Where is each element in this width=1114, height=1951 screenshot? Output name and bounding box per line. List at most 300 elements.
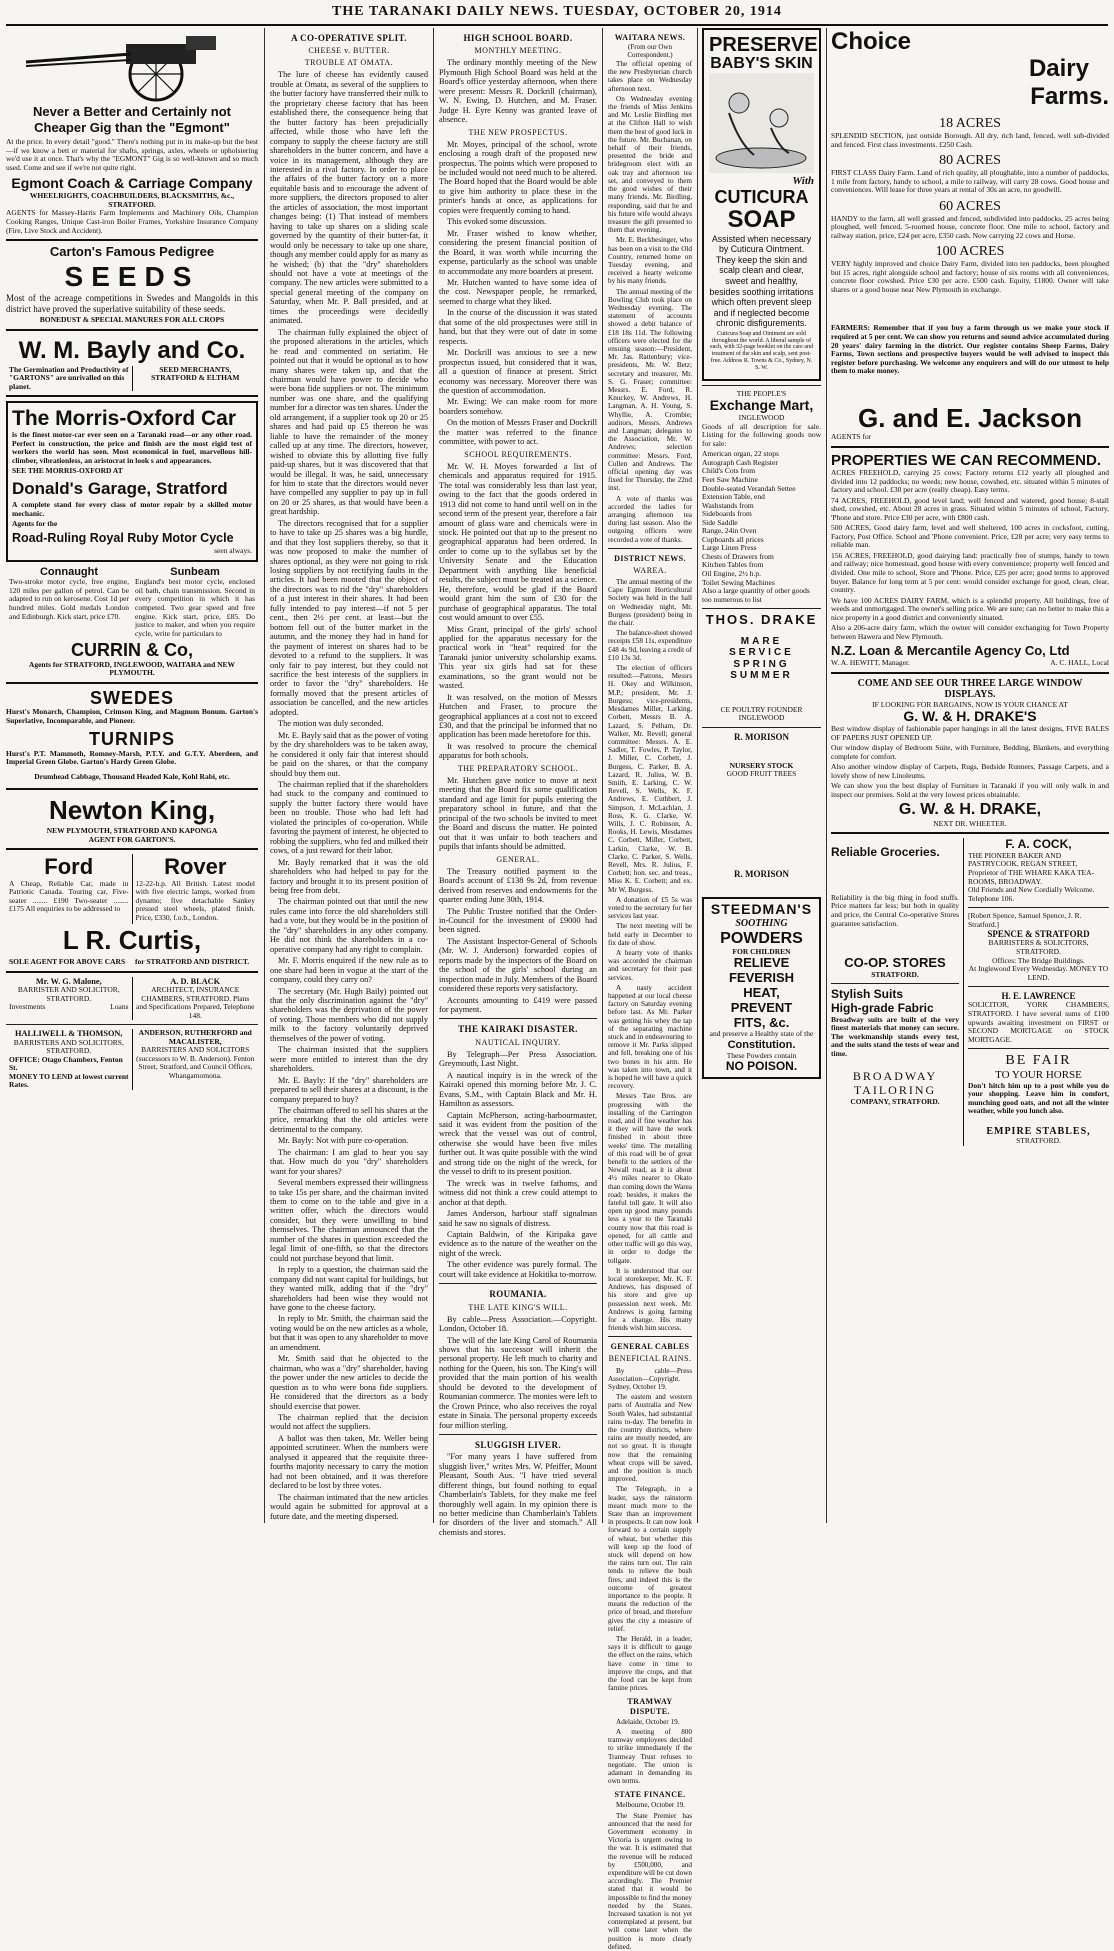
- newton-agent: AGENT FOR GARTON'S.: [88, 834, 176, 844]
- farmers-note: FARMERS: Remember that if you buy a farm through us we make your stock if required at 5 per cent. We can show you returns and sound advice accumulated during 20 years' dairy farming in the district. Our register contains Sheep Farms, Dairy Farms, Town sections and prospective buyers would be well advised to inspect this register before purchasing. We welcome any enquirers and will do our utmost to help them to make money.: [831, 323, 1109, 376]
- bayly-right-2: STRATFORD & ELTHAM: [151, 373, 240, 383]
- service-title: SERVICE: [729, 647, 794, 659]
- lawrence-body: SOLICITOR, YORK CHAMBERS, STRATFORD. I have several sums of £100 upwards awaiting investment on FIRST or SECOND MORTGAGE on STOCK MORTGAGE.: [968, 1000, 1109, 1044]
- paragraph: Mr. Hutchen wanted to have some idea of the cost. Newspaper people, he remarked, seemed to charge what they liked.: [439, 277, 597, 306]
- gig-cart-icon: [6, 32, 258, 102]
- paragraph: On Wednesday evening the friends of Miss Jenkins and Mr. Leslie Birdling met at the Clifton Hall to wish them the best of good luck in the future. Mr. Buchanan, on behalf of their friends, presented the bride and bridegroom elect with an oak tray and afternoon tea set, and conveyed to them the good wishes of their many friends. Mr. Birdling, responding, said that he and his future wife would always treasure the gift presented to them that evening.: [608, 94, 692, 235]
- nzloan-sub-2: A. C. HALL, Local: [1050, 658, 1109, 668]
- halliwell-name: HALLIWELL & THOMSON,: [15, 1029, 123, 1039]
- exchange-title: Exchange Mart,: [709, 397, 814, 414]
- orders-line: Old Friends and New Cordially Welcome. Telephone 106.: [968, 885, 1095, 903]
- black-name: A. D. BLACK: [170, 976, 221, 986]
- divider: [439, 1018, 597, 1019]
- goods-item: Large Linen Press: [702, 543, 757, 553]
- property-6: Also a 206-acre dairy farm, which the owner will consider exchanging for Town Property between Hawera and New Plymouth.: [831, 623, 1109, 641]
- swedes-body: Hurst's Monarch, Champion, Crimson King, and Magnum Bonum. Garton's Superlative, Incomparable, and Pioneer.: [6, 707, 258, 725]
- divider: [6, 848, 258, 850]
- peoples: THE PEOPLE'S: [736, 388, 787, 398]
- bottom-left-ads: [831, 838, 963, 1146]
- cuticura-body: Assisted when necessary by Cuticura Ointment. They keep the skin and scalp clean and clear, sweet and healthy, besides soothing irritations which often prevent sleep and if neglected become chronic disfigurements.: [709, 233, 814, 329]
- paragraph: Captain Baldwin, of the Kiripaka gave evidence as to the nature of the weather on the night of the wreck.: [439, 1230, 597, 1258]
- paragraph: In the course of the discussion it was stated that some of the old prospectuses were still in hand, but that they were out of date in some respects.: [439, 308, 597, 346]
- anderson-name: ANDERSON, RUTHERFORD and MACALISTER,: [138, 1028, 252, 1046]
- paragraph: By Telegraph—Per Press Association. Greymouth, Last Night.: [439, 1049, 597, 1069]
- paragraph: The election of officers resulted:—Patrons, Messrs H. Okey and Wilkinson, M.P.; president, Mr. J. Burgess; vice-presidents, Mesdames Miller, Larking, Corbett, Messrs B. A. Lazard, S. Pelham, Dr. Walker, Mr. Revell; general committee: Messrs. A. E. Sadler, T. Fowles, P. Taylor, J. Miller, C. Corbett, J. Burgess, C. Parker, B. A. Lazard, R. Julius, W. B. Smith, E. Larking, C. W. Revell, S. Wells, K. F. Andrews, E. Cuthbert, J. Simpson, J. McLachlan, J. Ross, K. G. Clarke, W. Wills, J. C. Robinson, A. Rooks, H. Lewis, Mesdames C. Corbett, Miller, Corbett, Larkin, Clarke, W. B. Clarke, C. Parker, S. Wells, Revell, Mrs. R. Julius, F. Corbett; hon. sec. and treas., Miss K. E. Corbett; and ex. Mr W. Burgess.: [608, 664, 692, 894]
- paragraph: Mr. F. Morris enquired if the new rule as to one share had been in vogue at the start of the company, could they carry on?: [270, 956, 428, 985]
- paragraph: A meeting of 800 tramway employees decided to strike immediately if the Tramway Trust refuses to negotiate. The union is adamant in demanding its own terms.: [608, 1727, 692, 1786]
- divider: [831, 832, 1109, 834]
- turnips-body: Hurst's P.T. Mammoth, Romney-Marsh, P.T.Y. and G.T.Y. Aberdeen, and Imperial Green Globe. Garton's Hardy Green Globe.: [6, 748, 258, 767]
- gig-headline: Never a Better and Certainly not: [33, 104, 231, 119]
- paragraph: A donation of £5 5s was voted to the secretary for her services last year.: [608, 895, 692, 921]
- drake-body-1: Best window display of fashionable paper hangings in all the latest designs, FIVE BALES OF PAPERS JUST OPENED UP.: [831, 724, 1109, 742]
- pioneer-line: THE PIONEER BAKER AND PASTRYCOOK, REGAN STREET,: [968, 850, 1078, 869]
- bayly-right: [132, 366, 259, 392]
- paragraph: In reply to a question, the chairman said the company did not want capital for buildings, but they wanted milk, adding that if the "dry" shareholders had been wise they would not have gone to the cheese factory.: [270, 1265, 428, 1313]
- source-line: (From our Own Correspondent.): [627, 43, 673, 60]
- column-rule: [602, 28, 603, 1523]
- malone-loans: Loans: [110, 1002, 129, 1012]
- article-subtitle: BENEFICIAL RAINS.: [608, 1354, 692, 1364]
- paragraph: The State Premier has announced that the need for Government economy in Victoria is urgent owing to the war. It is estimated that the revenue will be reduced by £500,000, and expenditure will be cut down accordingly. The Premier stated that it would be impossible to find the money needed by the States. Increased taxation is not yet contemplated at present, but will come later when the position is more clearly defined.: [608, 1811, 692, 1951]
- curtis-sub-row: [6, 958, 258, 967]
- soap-title: SOAP: [727, 206, 796, 234]
- paragraph: The official opening of the new Presbyterian church takes place on Wednesday afternoon next.: [608, 60, 692, 93]
- paragraph: Mr. Fraser wished to know whether, considering the present financial position of the Board, it was worth while incurring the expense, particularly as the school was unable to accommodate any more boarders at present.: [439, 228, 597, 276]
- paragraph: Mr. Bayly remarked that it was the old shareholders who had helped to pay for the factory and brought it to its present position of being free from debt.: [270, 857, 428, 895]
- paragraph: The other evidence was purely formal. The court will take evidence at Hokitika to-morrow.: [439, 1260, 597, 1279]
- goods-item: Extension Table, end: [702, 492, 765, 502]
- empire-title: EMPIRE STABLES,: [986, 1125, 1091, 1137]
- newton-sub: NEW PLYMOUTH, STRATFORD AND KAPONGA: [46, 826, 218, 836]
- divider: [6, 239, 258, 241]
- paragraph: The Herald, in a leader, says it is difficult to gauge the effect on the rains, which have come in time to improve the crops, and that the food can be kept from famine prices.: [608, 1635, 692, 1693]
- article-title: ROUMANIA.: [489, 1289, 547, 1300]
- fits: FITS, &c.: [733, 1014, 790, 1030]
- paragraph: Mr. Hutchen gave notice to move at next meeting that the Board fix some qualification standard and age limit for pupils entering the preparatory school in future, and that the principal of the two schools be invited to meet the Board and discuss the matter. He pointed out that it was unfair to both teachers and pupils that infants should be admitted.: [439, 775, 597, 852]
- article-subtitle: THE PREPARATORY SCHOOL.: [457, 763, 579, 773]
- next-to: NEXT DR. WHEETER.: [933, 818, 1007, 828]
- baby-bath-illustration-icon: [709, 73, 814, 173]
- paragraph: Mr. Dockrill was anxious to see a new prospectus issued, but considered that it was, all a question of finance at present. Strict economy was necessary. Moreover there was the question of accommodation.: [439, 348, 597, 395]
- broadway-title: BROADWAY: [852, 1069, 938, 1084]
- swedes-title: SWEDES: [89, 687, 174, 708]
- rover-title: Rover: [164, 854, 227, 880]
- reliable-title: Reliable Groceries.: [831, 845, 940, 860]
- ruby-note: seen always.: [214, 546, 252, 556]
- property-1: ACRES FREEHOLD, carrying 25 cows; Factory returns £12 yearly all ploughed and divided into 12 paddocks; no weeds; new house, cowshed, etc. situated within 5 minutes of factory and school. £30 per acre (really cheap). Easy terms.: [831, 468, 1109, 495]
- goods-item: Washstands from: [702, 500, 754, 510]
- these-powders: These Powders contain: [726, 1050, 797, 1060]
- paragraph: Adelaide, October 19.: [616, 1717, 680, 1726]
- farms-title: Farms.: [1030, 82, 1109, 110]
- paragraph: Mr. E. Bayly: If the "dry" shareholders are prepared to sell their shares at a discount, is the company prepared to buy?: [270, 1075, 428, 1104]
- acres-18: 18 ACRES: [939, 116, 1001, 132]
- paragraph: The chairman insisted that the suppliers were more entitled to interest than the dry shareholders.: [270, 1045, 428, 1074]
- anderson-body: BARRISTERS AND SOLICITORS (successors to W. B. Anderson). Fenton Street, Stratford, and Council Offices, Whangamomona.: [136, 1045, 255, 1080]
- paragraph: On the motion of Messrs Fraser and Dockrill the matter was referred to the finance committee, with power to act.: [439, 418, 597, 447]
- sunbeam-body: England's best motor cycle, enclosed oil bath, chain transmission. Second in every competition in which it has competed. Two gear speed and free engine. Kick start, price, £85. Do justice to maker, and when you require cycle, write for particulars to: [135, 577, 255, 638]
- paragraph: Mr. Smith said that he objected to the chairman, who was a "dry" shareholder, having the power under the new articles to decide the question as to who were bona fide suppliers. He considered that the directors as a body should exercise that power.: [270, 1354, 428, 1411]
- gig-body: At the price. In every detail "good." There's nothing put in its make-up but the best—if we know a bett er material for shafts, springs, axles, wheels or upholstering we'd use it at once. That's why the "EGMONT" Gig is so well-known and so much used. Come and see if we're not quite right.: [6, 137, 258, 172]
- paragraph: The annual meeting of the Cape Egmont Horticultural Society was held in the hall on Wednesday night, Mr. Burgess (president) being in the chair.: [608, 578, 692, 628]
- divider: [831, 672, 1109, 674]
- facoc-title: F. A. COCK,: [1005, 837, 1072, 852]
- drake-title: THOS. DRAKE: [705, 612, 818, 628]
- malone-row: [9, 1003, 129, 1012]
- malone-name: Mr. W. G. Malone,: [35, 976, 102, 986]
- spence-title: SPENCE & STRATFORD: [987, 929, 1090, 940]
- paragraph: It is understood that our local storekeeper, Mr. K. F. Andrews, has disposed of his store and give up possession next week. Mr. Andrews is going farming for a change. His many friends wish him success.: [608, 1266, 692, 1333]
- paragraph: Miss Grant, principal of the girls' school applied for the apparatus necessary for the practical work in "heat" required for the Taranaki junior university scholarship exams. This year six girls had sat for these examinations, so the grant would not be wasted.: [439, 624, 597, 691]
- paragraph: The Public Trustee notified that the Order-in-Council for the investment of £9000 had been signed.: [439, 906, 597, 935]
- gig-headline-2: Cheaper Gig than the "Egmont": [34, 119, 230, 135]
- paragraph: The Treasury notified payment to the Board's account of £138 9s 2d, from revenue derived from reserves and endowments for the quarter ending June 30th, 1914.: [439, 866, 597, 905]
- divider: [968, 907, 1109, 908]
- halliwell-card: [6, 1029, 132, 1090]
- paragraph: The motion was duly seconded.: [278, 719, 384, 729]
- divider: [6, 682, 258, 684]
- agents-for: Agents for the: [12, 519, 58, 529]
- paragraph: Mr. E. Beckbesinger, who has been on a visit to the Old Country, returned home on Tuesday evening, and received a hearty welcome by his many friends.: [608, 236, 692, 286]
- article-title: WAITARA NEWS.: [614, 33, 686, 42]
- goods-item: Feet Saw Machine: [702, 474, 758, 484]
- currin-agents: Agents for STRATFORD, INGLEWOOD, WAITARA and NEW PLYMOUTH.: [28, 659, 236, 678]
- paragraph: The chairman fully explained the object of the proposed alterations in the articles, which he read and commented on seriatim. He pointed out that it would be optional as to how many shares were taken up, and that the chairman would have power to decide who were bona fide suppliers or not. The minimum number was one share, and the qualifying number for a director was ten shares. Under the old arrangement, if a supplier took up 20 or 25 shares and had paid up £5 thereon he was liable to have the remainder of the money called up at any time. The directors, however, wished to obviate this by allotting five fully paid-up shares, but it was discovered that that would be illegal. It was, he said, unnecessary for him to state that the directors would never have compelled any supplier to pay up in full on 20 or 25 shares, as that would have been a great hardship.: [270, 327, 428, 517]
- ford-title: Ford: [44, 854, 94, 880]
- steedmans-ad: [702, 897, 821, 1078]
- goods-item: Side Saddle: [702, 517, 738, 527]
- paragraph: Mr. Ewing: We can make room for more boarders somehow.: [439, 397, 597, 416]
- ford-body: A Cheap, Reliable Car, made in Patriotic Canada. Touring car, Five-seater ........ £190 Two-seater ........ £175 All enquiries to be addressed to: [9, 878, 129, 914]
- tearooms-line: Proprietor of THE WHARE KAKA TEA-ROOMS, BROADWAY.: [968, 867, 1095, 886]
- divider: [439, 1283, 597, 1284]
- goods-item: Oil Engine, 2½ h.p.: [702, 569, 761, 578]
- donald-body: A complete stand for every class of motor repair by a skilled motor mechanic.: [12, 500, 252, 518]
- divider: [702, 608, 821, 609]
- lawrence-title: H. E. LAWRENCE: [1001, 991, 1076, 1002]
- paragraph: This evoked some discussion.: [447, 217, 547, 227]
- property-2: 74 ACRES, FREEHOLD, good level land; well fenced and watered, good house; 8-stall shed, cowshed, etc. About 28 acres in grass. Situated within 5 minutes of school, Factory, 'Phone and store. Price £30 per acre, with £800 cash.: [831, 495, 1109, 522]
- column-1-ads: [6, 28, 258, 1523]
- currin-title: CURRIN & Co,: [71, 640, 193, 661]
- paragraph: By cable—Press Association—Copyright. Sydney, October 19.: [608, 1366, 692, 1391]
- connaught-body: Two-stroke motor cycle, free engine, 120 miles per gallon of petrol. Can be adapted to run on kerosene. Cost 1d per hundred miles. Gold medals London and Edinburgh. Kick start, price £70.: [9, 577, 129, 621]
- goods-item: Range, 24in Oven: [702, 526, 757, 536]
- divider: [831, 446, 1109, 448]
- stylish-body: Broadway suits are built of the very finest materials that money can secure. The workmanship stands every test, and the suits stand the tests of wear and time.: [831, 1014, 959, 1058]
- paragraph: A ballot was then taken, Mr. Weller being appointed scrutineer. When the numbers were analysed it appeared that the requisite three-fourths majority necessary to carry the motion had not been obtained, and it was therefore declared to be lost by three votes.: [270, 1433, 428, 1491]
- gw-drake-title-2: G. W. & H. DRAKE,: [898, 801, 1042, 819]
- nzloan-title: N.Z. Loan & Mercantile Agency Co, Ltd: [831, 643, 1070, 659]
- goods-item: Kitchen Tables from: [702, 560, 764, 570]
- paragraph: The chairman pointed out that until the new rules came into force the old shareholders still had a vote, but they would be in the position of the "dry" shareholders in any other company. He did not think the shareholders in a co-operative company had any right to complain.: [270, 897, 428, 954]
- nzloan-sub: W. A. HEWITT, Manager.: [831, 658, 910, 668]
- fruit: GOOD FRUIT TREES: [726, 769, 797, 779]
- paragraph: Several members expressed their willingness to take 15s per share, and the chairman invited them to come on to the table and give in a written offer, which the directors would consider, but they were unwilling to bind themselves. The chairman announced that the number of the shares in question exceeded the legal limit of one-fifth, so that the directors could not purchase beyond that limit.: [270, 1178, 428, 1263]
- paragraph: A nasty accident happened at our local cheese factory on Saturday evening before last. As Mr. Parker was getting his whey the tap of the separating machine stuck and in endeavouring to remove it Mr. Parks slipped and fell, breaking one of his two bones in his arm. He was taken into town, and it is hoped he will have a quick recovery.: [608, 983, 692, 1091]
- paragraph: Messrs Tate Bros. are progressing with the installing of the Carrington road, and if fine weather has it they will have the work finished in about three weeks' time. The metalling of this road will be of great benefit to the settlers of the Newall road, as it is about 4½ miles nearer to Okato than coming down the Warea road; besides, it makes the fateful toll gate. It will also open up good many pounds less a year to the Taranaki county now that this road is opened, for all cattle and other traffic will go this way, in order to dodge the tollgate.: [608, 1092, 692, 1265]
- mare-title: MARE: [740, 636, 783, 647]
- paragraph: The eastern and western parts of Australia and New South Wales, had substantial rains to-day. The benefits in the country districts, where rains are mostly needed, are not so great. It is thought now that the remaining wheat crops will be saved, and the position is much improved.: [608, 1393, 692, 1484]
- black-card: [132, 977, 259, 1021]
- curtis-loc: for STRATFORD AND DISTRICT.: [135, 957, 250, 967]
- preserve-2: and preserve a Healthy state of the: [709, 1029, 814, 1039]
- goods-item: Sideboards from: [702, 509, 752, 519]
- article-subtitle: THE LATE KING'S WILL.: [468, 1302, 568, 1312]
- divider: [702, 727, 821, 728]
- windows-title: COME AND SEE OUR THREE LARGE WINDOW DISPLAYS.: [857, 677, 1083, 701]
- tailoring-title: TAILORING: [853, 1083, 937, 1098]
- acres-80-body: FIRST CLASS Dairy Farm. Land of rich quality, all ploughable, into a number of paddocks, 1 mile from factory, handy to school, a mile to railway, will carry 28 cows. Good house and conveniences. Will lease for three years at rental of 30s an acre, no goodwill.: [831, 168, 1109, 195]
- article-title: DISTRICT NEWS.: [614, 553, 686, 563]
- heat: HEAT,: [743, 985, 780, 1000]
- black-body: ARCHITECT, INSURANCE CHAMBERS, STRATFORD. Plans and Specifications Prepared, Telephone 148.: [136, 985, 255, 1020]
- relieve: RELIEVE: [733, 955, 790, 971]
- reliable-body: Reliability is the big thing in food stuffs. Price matters far less; but both in quality and price, the Central Co-operative Stores guarantee satisfaction.: [831, 892, 959, 928]
- paragraph: Mr. Bayly: Not with pure co-operation.: [278, 1136, 409, 1146]
- morison-title: R. MORISON: [733, 731, 789, 742]
- bottom-ads: [831, 838, 1109, 1146]
- empire-loc: STRATFORD.: [1016, 1136, 1061, 1146]
- drake-body-2: Our window display of Bedroom Suite, with Furniture, Bedding, Blankets, and everything complete for comfort.: [831, 743, 1109, 761]
- morris-ad: [6, 401, 258, 561]
- article-title: A CO-OPERATIVE SPLIT.: [291, 33, 407, 43]
- cuticura-ad: [702, 28, 821, 381]
- paragraph: The chairman offered to sell his shares at the price, remarking that the old articles were detrimental to the company.: [270, 1105, 428, 1134]
- paragraph: The lure of cheese has evidently caused trouble at Omata, as several of the suppliers to the butter factory have transferred their milk to the proprietary cheese factory that has been established there, the consequence being that the butter factory has been prejudicially affected, while those who have left the company to supply the cheese factory are still shareholders in the butter concern, and have a voice in its management, although they are interested in a rival factory. In order to place the affairs of the butter factory on a more equitable basis and to encourage the advent of more suppliers, the directors proposed to alter the articles of association, the most important changes being: (1) That instead of members having to take up shares on a sliding scale governed by the quantity of their butter-fat, it would only be necessary to take up one share, though any member could apply for as many as he wished; (b) that the "dry" shareholders should not have a vote at meetings of the company. The new articles were submitted to a special general meeting of the company on Saturday, when Mr. P. Ball presided, and at times the proceedings were decidedly animated.: [270, 70, 428, 326]
- paragraph: Mr. Moyes, principal of the school, wrote enclosing a rough draft of the proposed new prospectus. The points which were proposed to be included would not need much to be altered. The Board hoped that the Board would be able to give him authority to place these in the printer's hands at once, as applications for copies were frequently coming to hand.: [439, 139, 597, 215]
- acres-100: 100 ACRES: [935, 244, 1005, 260]
- with-label: With: [792, 175, 814, 188]
- article-subtitle: NAUTICAL INQUIRY.: [475, 1037, 561, 1047]
- morison-title-2: R. MORISON: [733, 869, 789, 879]
- halliwell-body: BARRISTERS AND SOLICITORS, STRATFORD.: [13, 1037, 124, 1056]
- spence-line-4: STRATFORD.: [1016, 947, 1061, 957]
- cuticura-title: CUTICURA: [714, 186, 809, 207]
- goods-item: Autograph Cash Register: [702, 457, 778, 467]
- drake-body-4: We can show you the best display of Furniture in Taranaki if you will only walk in and inspect our premises. Sold at the very lowest prices obtainable.: [831, 781, 1109, 799]
- inglewood: INGLEWOOD: [738, 413, 785, 423]
- gw-drake-title: G. W. & H. DRAKE'S: [903, 708, 1037, 725]
- company-line: COMPANY, STRATFORD.: [850, 1096, 940, 1106]
- property-5: We have 100 ACRES DAIRY FARM, which is a splendid property. All buildings, free of weeds and unmortgaged. The owner's selling price. We are sure; can no better to make this a nice property in a good district and conveniently situated.: [831, 595, 1109, 622]
- article-title: SLUGGISH LIVER.: [474, 1440, 562, 1451]
- morris-body: is the finest motor-car ever seen on a Taranaki road—or any other road. Perfect in construction, the price and finish are the most rigid test of workers the world has seen. Most economical in fuel, marvellous hill-climber, vibrationless, an aristocrat in look s and appearances.: [12, 430, 252, 465]
- divider: [6, 788, 258, 790]
- column-rule: [826, 28, 827, 1523]
- seeds-body: Most of the acreage competitions in Swedes and Mangolds in this district have proved the superlative suitability of these seeds.: [6, 293, 258, 314]
- malone-body: BARRISTER AND SOLICITOR, STRATFORD.: [17, 985, 120, 1003]
- article-title: GENERAL CABLES: [610, 1342, 690, 1352]
- paragraph: The wreck was in twelve fathoms, and witness did not think a crew could attempt to anchor at that depth.: [439, 1178, 597, 1207]
- drumhead: Drumhead Cabbage, Thousand Headed Kale, Kohl Rabi, etc.: [34, 772, 230, 782]
- article-title: STATE FINANCE.: [614, 1790, 686, 1800]
- article-subtitle: SCHOOL REQUIREMENTS.: [464, 449, 572, 459]
- article-subtitle: THE NEW PROSPECTUS.: [468, 127, 568, 137]
- dairy-title: Dairy: [1028, 55, 1089, 83]
- article-subtitle: WAREA.: [633, 565, 667, 575]
- babys-skin-title: BABY'S SKIN: [710, 55, 813, 72]
- column-rule: [264, 28, 265, 1523]
- acres-60: 60 ACRES: [939, 198, 1001, 214]
- column-rule: [697, 28, 698, 1523]
- goods-item: Double-seated Verandah Settee: [702, 483, 796, 493]
- goods-item: Child's Cots from: [702, 466, 756, 476]
- article-subtitle: CHEESE v. BUTTER.: [308, 46, 390, 56]
- article-body: [270, 70, 428, 1521]
- paragraph: The chairman: I am glad to hear you say that. How much do you "dry" shareholders want for your shares?: [270, 1147, 428, 1176]
- constitution: Constitution.: [727, 1038, 796, 1051]
- paragraph: The chairman intimated that the new articles would again be submitted for approval at a future date, and the meeting dispersed.: [270, 1492, 428, 1521]
- bottom-right-ads: [963, 838, 1109, 1146]
- connaught-title: Connaught: [39, 565, 99, 578]
- soothing: SOOTHING: [735, 918, 788, 930]
- morris-see: SEE THE MORRIS-OXFORD AT: [12, 466, 123, 476]
- summer-title: SUMMER: [730, 670, 793, 682]
- steedmans-title: STEEDMAN'S: [710, 901, 813, 918]
- paragraph: Mr. E. Bayly said that as the power of voting by the dry shareholders was to be taken away, he considered it only fair that interest should be paid on the shares, or that the company should buy them out.: [270, 730, 428, 778]
- halliwell-money: MONEY TO LEND at lowest current Rates.: [9, 1071, 129, 1090]
- donald-title: Donald's Garage, Stratford: [12, 479, 228, 499]
- highgrade-title: High-grade Fabric: [831, 1001, 934, 1016]
- anderson-card: [132, 1029, 259, 1090]
- paragraph: The chairman replied that the decision would not affect the suppliers.: [270, 1413, 428, 1432]
- article-subtitle: TROUBLE AT OMATA.: [304, 58, 394, 68]
- paragraph: "For many years I have suffered from sluggish liver," writes Mrs. W. Pfeiffer, Mount Pleasant, South Aus. "I have tried several different things, but found nothing to equal Chamberlain's Tablets, for they make me feel thoroughly well again. In my opinion there is no better medicine than Chamberlain's Tablets for disorders of the liver and stomach." All chemists and stores.: [439, 1452, 597, 1537]
- befair-title: BE FAIR: [1005, 1053, 1072, 1069]
- property-3: 500 ACRES, Good dairy farm, level and well sheltered, 100 acres in cocksfoot, cutting, Factory, Post Office. School and 'Phone convenient. Price, £28 per acre; very easy terms to reliable man.: [831, 523, 1109, 550]
- sunbeam-title: Sunbeam: [170, 565, 220, 578]
- bayly-right-1: SEED MERCHANTS,: [159, 364, 232, 374]
- cuticura-small: Cuticura Soap and Ointment are sold throughout the world. A liberal sample of each, with 32-page booklet on the care and treatment of the skin and scalp, sent post-free. Address R. Towns & Co., Sydney, N. S. W.: [710, 330, 813, 371]
- goods-item: Also a large quantity of other goods too numerous to list: [702, 586, 810, 604]
- malone-card: [6, 977, 132, 1021]
- properties-title: PROPERTIES WE CAN RECOMMEND.: [831, 451, 1102, 469]
- goods-item: Toilet Sewing Machines: [702, 577, 775, 587]
- column-3-news: [439, 28, 597, 1537]
- column-6-ads: [831, 28, 1109, 1523]
- divider: [831, 983, 959, 984]
- column-5-ads: [702, 28, 821, 1523]
- rover-block: [132, 854, 259, 924]
- paragraph: Captain McPherson, acting-harbourmaster, said it was evident from the position of the wreck that the vessel was out of control, otherwise she would have been five miles further out. It was quite possible with the wind and strong tide on the night of the wreck, for the vessel to drift to its present position.: [439, 1110, 597, 1177]
- paragraph: A nautical inquiry is in the wreck of the Kairaki opened this morning before Mr. J. C. Evans, S.M., with Captain Black and Mr. H. Hamilton as assessors.: [439, 1070, 597, 1109]
- rover-body: 12-22-h.p. All British. Latest model with five electric lamps, worked from dynamo; five detachable Sankey pressed steel wheels, plated finish. Price, £330, f.o.b., London.: [135, 878, 255, 922]
- column-rule: [433, 28, 434, 1523]
- goods-list: [702, 450, 821, 604]
- paragraph: A vote of thanks was accorded the ladies for arranging afternoon tea during last season. Also the outgoing officers were recorded a vote of thanks.: [608, 494, 692, 544]
- nzloan-row: [831, 659, 1109, 668]
- divider: [439, 1434, 597, 1435]
- goods-item: Cupboards all prices: [702, 534, 764, 544]
- paragraph: The next meeting will be held early in December to fix date of show.: [608, 922, 692, 947]
- egmont-name: Egmont Coach & Carriage Company: [11, 175, 253, 192]
- divider: [702, 385, 821, 386]
- jackson-sub: AGENTS for: [831, 432, 872, 442]
- egmont-trades: WHEELRIGHTS, COACHBUILDERS, BLACKSMITHS, &c., STRATFORD.: [29, 191, 235, 209]
- malone-inv: Investments: [9, 1002, 46, 1012]
- horse-title: TO YOUR HORSE: [995, 1069, 1082, 1082]
- garton-title: Carton's Famous Pedigree: [49, 244, 215, 260]
- divider: [6, 971, 258, 973]
- connaught-block: [6, 566, 132, 640]
- goods-intro: Goods of all description for sale. Listing for the following goods now for sale:: [702, 421, 821, 448]
- acres-60-body: HANDY to the farm, all well grassed and fenced, subdivided into paddocks, 25 acres being ploughed, well fenced, 5-roomed house, concrete floor. One mile to school, factory and railway station, price, £24 per acre, £350 cash. Now carrying 22 cows and Horse.: [831, 213, 1109, 240]
- acres-80: 80 ACRES: [939, 153, 1001, 169]
- coop-loc: STRATFORD.: [871, 969, 919, 979]
- spring-title: SPRING: [733, 658, 790, 670]
- paragraph: Accounts amounting to £419 were passed for payment.: [439, 995, 597, 1015]
- spence-line-5: Offices: The Bridge Buildings.: [992, 955, 1085, 965]
- divider: [608, 1336, 692, 1337]
- bonedust: BONEDUST & SPECIAL MANURES FOR ALL CROPS: [39, 314, 225, 324]
- divider: [6, 329, 258, 331]
- morris-title: The Morris-Oxford Car: [12, 407, 237, 431]
- turnips-title: TURNIPS: [88, 729, 175, 750]
- property-4: 156 ACRES, FREEHOLD, good dairying land: practically free of stumps, handy to town and railway; nice homestead, good house with every convenience; property well fenced and divided. One mile to school, Store and 'Phone. Price, £25 per acre; good terms to approved buyer. Balance for long term at 5 per cent: would consider exchange for good, clean, clear, country.: [831, 550, 1109, 595]
- divider: [968, 1048, 1109, 1049]
- paragraph: The balance-sheet showed receipts £58 11s, expenditure £48 4s 9d, leaving a credit of £10 13s 3d.: [608, 629, 692, 662]
- professional-cards: [6, 977, 258, 1021]
- preserve-title: PRESERVE: [709, 34, 818, 56]
- acres-100-body: VERY highly improved and choice Dairy Farm, divided into ten paddocks, been ploughed but 15 acres, right alongside school and factory; house of six rooms with all conveniences, concrete floor cowshed. Price £30 per acre. £500 cash. Equity, £1800. Owner will take shares or a good house near New Plymouth in exchange.: [831, 259, 1109, 294]
- paragraph: It was resolved to procure the chemical apparatus for both schools.: [439, 741, 597, 761]
- divider: [6, 1024, 258, 1025]
- column-4-news: [608, 28, 692, 1951]
- curtis-title: L R. Curtis,: [62, 925, 202, 956]
- bayly-title: W. M. Bayly and Co.: [18, 336, 246, 364]
- spence-line-6: At Inglewood Every Wednesday. MONEY TO LEND.: [968, 964, 1109, 982]
- paragraph: The chairman replied that if the shareholders had stuck to the company and continued to supply the butter factory there would have been no trouble. Those who had left had violated the principles of co-operation. While favoring the payment of interest, he objected to robbing the suppliers, who fed and milked their cows, of a just reward for their labor.: [270, 780, 428, 856]
- paragraph: Mr. W. H. Moyes forwarded a list of chemicals and apparatus required for 1915. The total was considerably less than last year, owing to the fact that the goods ordered in 1913 did not come to hand until well on in the second term of the present year, therefore a fair amount of glass ware and chemicals were in stock. He pointed out that up to the present no geographical apparatus had been ordered. In order to come up to the syllabus set by the University Senate and the Education Department with anything like beneficial results, the subject must be treated as a science. He, therefore, would be glad if the Board would grant him the sum of £30 for the purchase of geographical apparatus. The total cost would amount to over £55.: [439, 461, 597, 623]
- professional-cards-2: [6, 1029, 258, 1090]
- paragraph: The secretary (Mr. Hugh Baily) pointed out that the only discrimination against the "dry" shareholders was the deprivation of the power of voting. Those members who did not supply milk to the factory voluntarily deprived themselves of the power of voting.: [270, 986, 428, 1043]
- divider: [6, 395, 258, 397]
- prevent: PREVENT: [730, 999, 793, 1015]
- paragraph: A hearty vote of thanks was accorded the chairman and secretary for their past services.: [608, 948, 692, 982]
- paragraph: It was resolved, on the motion of Messrs Hutchen and Fraser, to procure the geographical appliances at a cost not to exceed £30, and that the principal be informed that no application has been made heretofore for this.: [439, 692, 597, 740]
- divider: [608, 548, 692, 549]
- paragraph: The ordinary monthly meeting of the New Plymouth High School Board was held at the Board's office yesterday afternoon, when there were present: Messrs R. Dockrill (chairman), W. N. Ewing, D. Hutchen, and M. Fraser. Judge H. Eyre Kenny was granted leave of absence.: [439, 58, 597, 125]
- masthead: THE TARANAKI DAILY NEWS. TUESDAY, OCTOBER 20, 1914: [332, 4, 782, 19]
- paragraph: The Telegraph, in a leader, says the rainstorm meant much more to the State than an improvement in prospects. It can now look forward to a certain supply of wheat, but whether this will keep up the food of stock will depend on how the rains turn out. The rain tends to relieve the bush fires, and indeed this is the outcome of greatest importance to the people. It means the reduction of the price of bread, and therefore gives the city a measure of relief.: [608, 1485, 692, 1633]
- egmont-agents: AGENTS for Massey-Harris Farm Implements and Machinery Oils, Champion Cooking Ranges, Unique Cast-iron Boiler Frames, Yorkshire Insurance Company (Fire, Live Stock and Accident).: [6, 208, 258, 235]
- ruby-title: Road-Ruling Royal Ruby Motor Cycle: [12, 531, 234, 546]
- paragraph: Melbourne, October 19.: [616, 1801, 686, 1810]
- ford-block: [6, 854, 132, 924]
- poultry: CE POULTRY FOUNDER: [720, 704, 803, 714]
- article-title: THE KAIRAKI DISASTER.: [458, 1024, 578, 1035]
- paragraph: James Anderson, harbour staff signalman said he saw no signals of distress.: [439, 1209, 597, 1228]
- goods-item: Chests of Drawers from: [702, 551, 774, 561]
- spence-line-3: BARRISTERS & SOLICITORS,: [988, 938, 1089, 948]
- sunbeam-block: [132, 566, 258, 640]
- divider: [968, 986, 1109, 987]
- nursery: NURSERY STOCK: [729, 760, 794, 770]
- article-subtitle: MONTHLY MEETING.: [474, 46, 562, 56]
- paragraph: The annual meeting of the Bowling Club took place on Wednesday evening. The statement of accounts showed a debit balance of £18 18s 11d. The following officers were elected for the ensuing season:—President, Mr. Jas. Rattenbury; vice-presidents, Mr. W. Betz; secretary and treasurer, Mr. S. G. Fraser; committee: Messrs. E. Ford, R. Knuckey, W. Andrews, H. Langman, A. H. Young, S. Whyllie, A. Crombie; auditors, Messrs. Andrews and Langman; delegates to the Association, Mr. W. Andrews; selection committee: Messrs. Ford, Cullen and Andrews. The official opening day was fixed for Thursday, the 22nd inst.: [608, 287, 692, 493]
- feverish: FEVERISH: [728, 970, 794, 986]
- halliwell-office: OFFICE: Otago Chambers, Fenton St.: [9, 1054, 123, 1073]
- acres-18-body: SPLENDID SECTION, just outside Borough. All dry, rich land, fenced, well sub-divided and fenced. First class investments. £250 Cash.: [831, 131, 1109, 149]
- powders: POWDERS: [720, 929, 803, 947]
- paragraph: By cable—Press Association.—Copyright. London, October 18.: [439, 1314, 597, 1334]
- bargains: IF LOOKING FOR BARGAINS, NOW IS YOUR CHANCE AT: [872, 699, 1068, 709]
- no-poison: NO POISON.: [725, 1059, 798, 1074]
- paragraph: The Assistant Inspector-General of Schools (Mr. W. J. Anderson) forwarded copies of reports made by the inspectors of the Board on the school of the girls' school during an inspection made in July. Members of the Board considered these reports very satisfactory.: [439, 936, 597, 994]
- gig-illustration: [6, 32, 258, 100]
